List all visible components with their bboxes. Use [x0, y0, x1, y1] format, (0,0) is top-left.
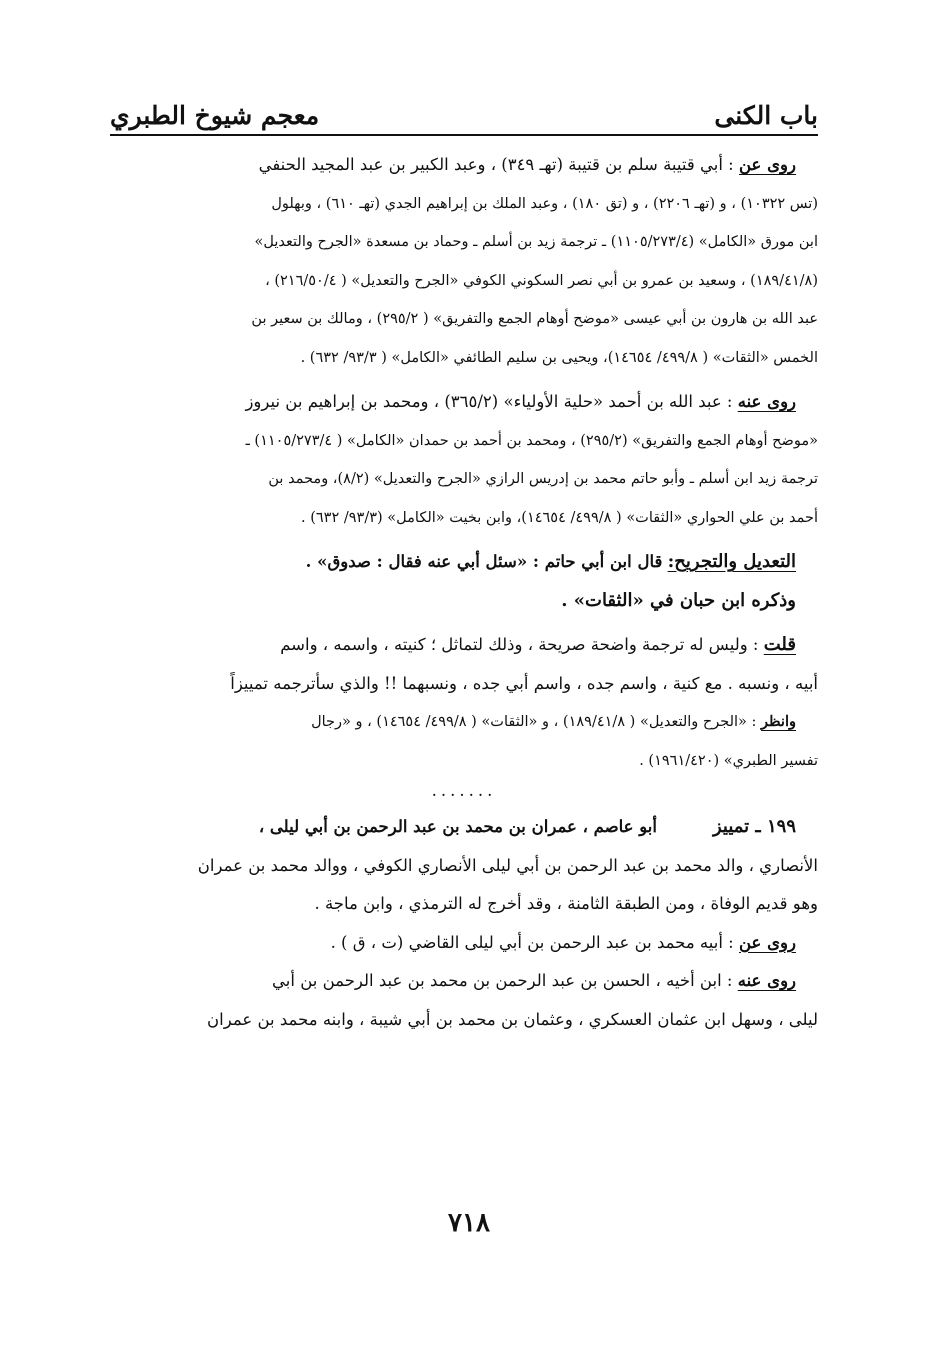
e198-rawa-an-label: روى عن — [738, 155, 796, 174]
e198-rawa-anhu-line-2: «موضح أوهام الجمع والتفريق» (٢٩٥/٢) ، ومحمد بن أحمد بن حمدان «الكامل» ( ١١٠٥/٢٧٣/٤) ـ — [245, 432, 818, 449]
page-number: ٧١٨ — [448, 1208, 490, 1238]
e199-line-3: وهو قديم الوفاة ، ومن الطبقة الثامنة ، وقد أخرج له الترمذي ، وابن ماجة . — [314, 894, 818, 913]
e198-rawa-anhu-label: روى عنه — [737, 392, 796, 411]
e198-rawa-an-line-5: عبد الله بن هارون بن أبي عيسى «موضح أوهام الجمع والتفريق» ( ٢٩٥/٢) ، ومالك بن سعير بن — [251, 311, 818, 327]
e199-line-2: الأنصاري ، والد محمد بن عبد الرحمن بن أبي ليلى الأنصاري الكوفي ، ووالد محمد بن عمران — [197, 855, 818, 875]
e199-rawa-anhu-label: روى عنه — [737, 971, 796, 990]
e199-rawa-anhu-line-2: ليلى ، وسهل ابن عثمان العسكري ، وعثمان بن محمد بن أبي شيبة ، وابنه محمد بن عمران — [207, 1009, 818, 1029]
e199-name: أبو عاصم ، عمران بن محمد بن عبد الرحمن بن أبي ليلى ، — [258, 817, 657, 836]
e199-number-label: ١٩٩ ـ تمييز — [712, 816, 796, 837]
e198-qult-line-1: قلت : وليس له ترجمة واضحة صريحة ، وذلك لتماثل ؛ كنيته ، واسمه ، واسم — [280, 634, 796, 655]
book-title: معجم شيوخ الطبري — [110, 101, 320, 130]
chapter-title: باب الكنى — [714, 101, 818, 130]
e198-rawa-an-line-4: (١٨٩/٤١/٨) ، وسعيد بن عمرو بن أبي نصر السكوني الكوفي «الجرح والتعديل» ( ٢١٦/٥٠/٤) ، — [265, 272, 818, 289]
e198-hibban-line: وذكره ابن حبان في «الثقات» . — [561, 589, 796, 611]
e199-rawa-anhu-line-1: روى عنه : ابن أخيه ، الحسن بن عبد الرحمن بن محمد بن عبد الرحمن بن أبي — [272, 971, 796, 990]
e198-unzur-line-1: وانظر : «الجرح والتعديل» ( ١٨٩/٤١/٨) ، و «الثقات» ( ٤٩٩/٨/ ١٤٦٥٤) ، و «رجال — [311, 713, 796, 730]
e198-unzur-line-2: تفسير الطبري» (١٩٦١/٤٢٠) . — [639, 752, 818, 769]
e198-rawa-an-line-6: الخمس «الثقات» ( ٤٩٩/٨/ ١٤٦٥٤)، ويحيى بن سليم الطائفي «الكامل» ( ٩٣/٣/ ٦٣٢) . — [300, 349, 818, 366]
e198-rawa-an-line-3: ابن مورق «الكامل» (١١٠٥/٢٧٣/٤) ـ ترجمة زيد بن أسلم ـ وحماد بن مسعدة «الجرح والتعديل» — [254, 234, 818, 250]
entry-separator: ....... — [431, 781, 497, 800]
e198-qult-line-2: أبيه ، ونسبه . مع كنية ، واسم جده ، واسم أبي جده ، ونسبهما !! والذي سأترجمه تمييزاً — [230, 673, 818, 693]
e199-rawa-an-line: روى عن : أبيه محمد بن عبد الرحمن بن أبي ليلى القاضي (ت ، ق ) . — [330, 932, 796, 952]
e198-tadil-label: التعديل والتجريح: — [667, 551, 796, 572]
e198-rawa-anhu-line-4: أحمد بن علي الحواري «الثقات» ( ٤٩٩/٨/ ١٤٦٥٤)، وابن بخيت «الكامل» (٩٣/٣/ ٦٣٢) . — [301, 509, 818, 526]
e198-unzur-label: وانظر — [761, 713, 796, 730]
e199-rawa-an-label: روى عن — [738, 932, 796, 952]
e198-rawa-an-line-2: (تس ١٠٣٢٢) ، و (تهـ ٢٢٠٦) ، و (تق ١٨٠) ، وعبد الملك بن إبراهيم الجدي (تهـ ٦١٠) ، وبهلول — [271, 195, 818, 212]
e198-tadil-line: التعديل والتجريح: قال ابن أبي حاتم : «سئل أبي عنه فقال : صدوق» . — [305, 551, 796, 572]
e199-heading-line — [110, 808, 818, 847]
running-header — [110, 88, 818, 134]
header-divider — [110, 134, 818, 136]
e198-qult-label: قلت — [763, 634, 796, 655]
e198-rawa-anhu-line-1: روى عنه : عبد الله بن أحمد «حلية الأولياء» (٣٦٥/٢) ، ومحمد بن إبراهيم بن نيروز — [245, 392, 796, 411]
e198-rawa-anhu-line-3: ترجمة زيد ابن أسلم ـ وأبو حاتم محمد بن إدريس الرازي «الجرح والتعديل» (٨/٢)، ومحمد بن — [268, 471, 818, 487]
e198-rawa-an-line-1: روى عن : أبي قتيبة سلم بن قتيبة (تهـ ٣٤٩) ، وعبد الكبير بن عبد المجيد الحنفي — [258, 155, 796, 174]
page-body — [110, 146, 818, 1039]
